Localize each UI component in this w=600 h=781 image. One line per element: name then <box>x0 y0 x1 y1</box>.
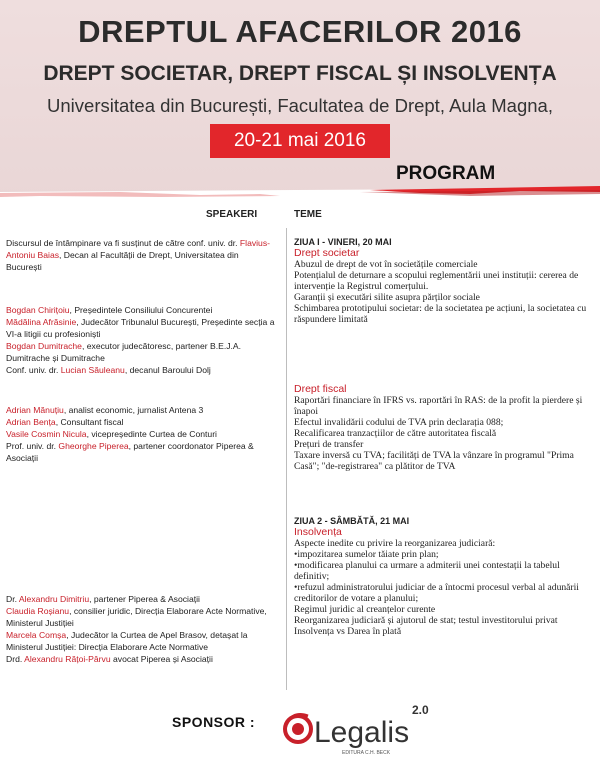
speaker-name: Adrian Bența <box>6 417 56 427</box>
speaker-name: Gheorghe Piperea <box>58 441 129 451</box>
intro-text: Discursul de întâmpinare va fi susținut de către conf. univ. dr. <box>6 238 240 248</box>
speaker-name: Marcela Comșa <box>6 630 67 640</box>
section-title-drept-societar: Drept societar <box>294 247 360 259</box>
theme-item: Insolvența vs Darea în plată <box>294 626 402 637</box>
themes-drept-fiscal <box>294 384 594 472</box>
speaker-role: , Președintele Consiliului Concurentei <box>69 305 213 315</box>
speaker-name: Lucian Săuleanu <box>60 365 125 375</box>
speaker-title: Drd. <box>6 654 25 664</box>
speaker-title: Conf. univ. dr. <box>6 365 61 375</box>
day-heading: ZIUA 2 - SÂMBĂTĂ, 21 MAI <box>294 516 410 526</box>
speaker-entry <box>6 304 276 316</box>
speaker-role: , Consultant fiscal <box>55 417 124 427</box>
theme-item: Regimul juridic al creanțelor curente <box>294 604 436 615</box>
speaker-role: , executor judecătoresc, partener B.E.J.A. Dumitrache și Dumitrache <box>6 341 242 363</box>
legalis-swirl-icon <box>285 715 311 742</box>
logo-version: 2.0 <box>412 703 429 717</box>
speaker-role: , analist economic, jurnalist Antena 3 <box>63 405 204 415</box>
speaker-entry <box>6 316 276 340</box>
event-subtitle: DREPT SOCIETAR, DREPT FISCAL ȘI INSOLVENȚA <box>43 62 557 85</box>
column-head-themes: TEME <box>294 209 322 220</box>
speaker-name: Adrian Mănuțiu <box>6 405 64 415</box>
speaker-role: , Judecător la Curtea de Apel Brasov, detașat la Ministerul Justiției: Direcția Elaborare Acte Normative <box>6 630 248 652</box>
theme-item: Garanții și executări silite asupra părților sociale <box>294 292 480 303</box>
event-venue: Universitatea din București, Facultatea de Drept, Aula Magna, <box>47 95 553 116</box>
speaker-title: Prof. univ. dr. <box>6 441 59 451</box>
speakers-block-2 <box>6 404 276 464</box>
theme-item: Efectul invalidării codului de TVA prin declarația 088; <box>294 417 504 428</box>
theme-item: •impozitarea sumelor tăiate prin plan; <box>294 549 439 560</box>
theme-item: Aspecte inedite cu privire la reorganizarea judiciară: <box>294 538 496 549</box>
speaker-name: Claudia Roșianu <box>6 606 70 616</box>
speaker-role: , partener Piperea & Asociații <box>89 594 200 604</box>
speaker-name: Vasile Cosmin Nicula <box>6 429 87 439</box>
speaker-name: Flavius-Antoniu Baias <box>6 238 270 260</box>
theme-item: Raportări financiare în IFRS vs. raportări în RAS: de la profit la pierdere și înapoi <box>294 395 583 417</box>
logo-publisher: EDITURA C.H. BECK <box>342 750 391 756</box>
column-divider <box>286 228 287 690</box>
theme-item: Taxare inversă cu TVA; facilități de TVA la vânzare în programul "Prima Casă"; "de-registrarea" ca plătitor de TVA <box>294 450 574 472</box>
legalis-logo <box>280 696 440 766</box>
speaker-entry <box>6 340 276 364</box>
speaker-entry <box>6 653 276 665</box>
speaker-entry <box>6 440 276 464</box>
speaker-name: Bogdan Chirițoiu <box>6 305 70 315</box>
speaker-role: avocat Piperea și Asociații <box>110 654 213 664</box>
intro-text: , Decan al Facultății de Drept, Universitatea din București <box>6 250 239 272</box>
speaker-entry <box>6 428 276 440</box>
speaker-entry <box>6 605 276 629</box>
theme-item: Potențialul de deturnare a scopului reglementării unei instituții: cererea de intervenție la Registrul comerțului. <box>294 270 579 292</box>
brushstroke-divider <box>0 182 600 208</box>
theme-item: Schimbarea prototipului societar: de la societatea pe acțiuni, la societatea cu răspundere limitată <box>294 303 587 325</box>
speaker-role: , decanul Baroului Dolj <box>124 365 211 375</box>
speaker-title: Dr. <box>6 594 19 604</box>
theme-item: •refuzul administratorului judiciar de a întocmi procesul verbal al adunării creditorilor de votare a planului; <box>294 582 579 604</box>
speaker-name: Mădălina Afrăsinie <box>6 317 77 327</box>
speaker-entry <box>6 593 276 605</box>
event-title: DREPTUL AFACERILOR 2016 <box>78 14 522 49</box>
section-title-insolventa: Insolvența <box>294 526 342 538</box>
speaker-name: Alexandru Dimitriu <box>18 594 90 604</box>
theme-item: Prețuri de transfer <box>294 439 364 450</box>
day-heading: ZIUA I - VINERI, 20 MAI <box>294 237 392 247</box>
speaker-role: , vicepreședinte Curtea de Conturi <box>86 429 217 439</box>
event-date: 20-21 mai 2016 <box>210 124 390 158</box>
themes-day-1 <box>294 237 594 325</box>
theme-item: Abuzul de drept de vot în societățile comerciale <box>294 259 478 270</box>
theme-item: Reorganizarea judiciară și ajutorul de stat; testul investitorului privat <box>294 615 558 626</box>
logo-wordmark: Legalis <box>314 716 410 749</box>
themes-day-2 <box>294 516 594 637</box>
speaker-role: , Judecător Tribunalul București, Președinte secția a VI-a litigii cu profesioniști <box>6 317 275 339</box>
program-heading: PROGRAM <box>396 163 496 184</box>
speaker-name: Bogdan Dumitrache <box>6 341 82 351</box>
theme-item: Recalificarea tranzacțiilor de către autoritatea fiscală <box>294 428 497 439</box>
section-title-drept-fiscal: Drept fiscal <box>294 383 347 395</box>
speaker-entry <box>6 364 276 376</box>
theme-item: •modificarea planului ca urmare a admiterii unei contestații la tabelul definitiv; <box>294 560 560 582</box>
speaker-name: Alexandru Rățoi-Pârvu <box>24 654 111 664</box>
speaker-role: , partener coordonator Piperea & Asociații <box>6 441 254 463</box>
column-head-speakers: SPEAKERI <box>206 209 258 220</box>
speaker-entry <box>6 416 276 428</box>
speakers-intro <box>6 237 276 273</box>
speaker-entry <box>6 629 276 653</box>
speakers-block-3 <box>6 593 276 665</box>
sponsor-label: SPONSOR : <box>172 714 256 730</box>
speakers-block-1 <box>6 304 276 376</box>
speaker-entry <box>6 404 276 416</box>
speaker-role: , consilier juridic, Direcția Elaborare Acte Normative, Ministerul Justiției <box>6 606 267 628</box>
